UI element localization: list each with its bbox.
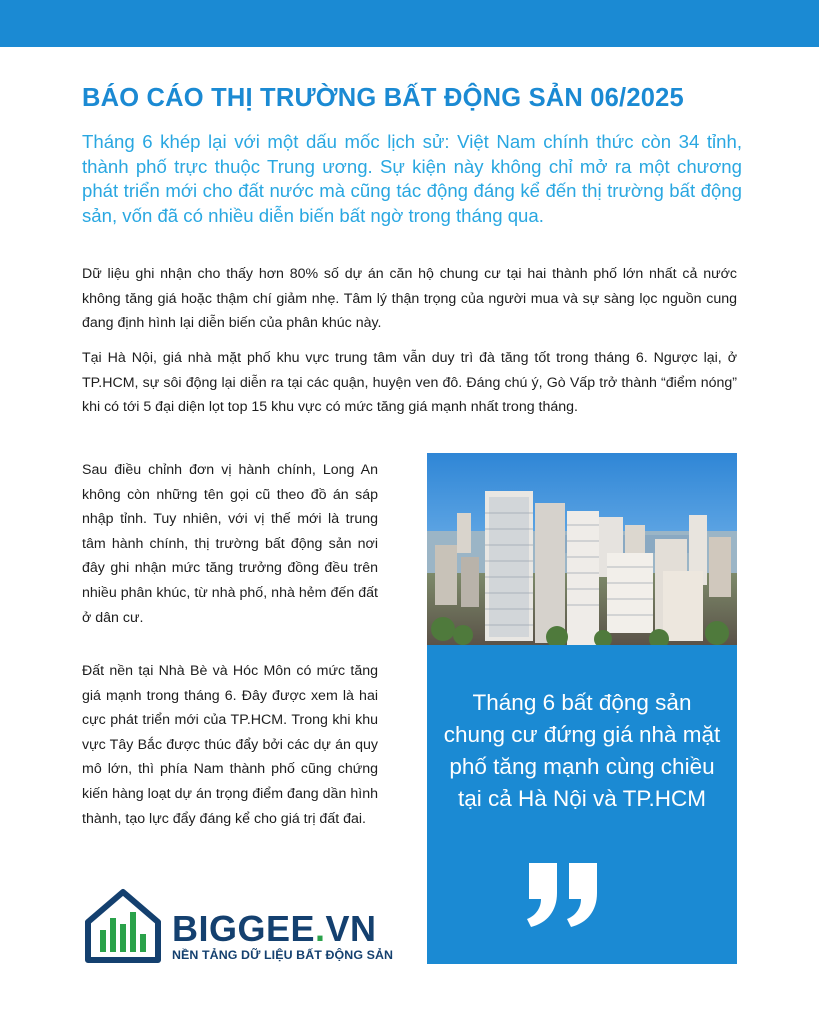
brand-main: BIGGEE <box>172 908 316 949</box>
body-paragraph-1: Dữ liệu ghi nhận cho thấy hơn 80% số dự án căn hộ chung cư tại hai thành phố lớn nhất cả nước không tăng giá hoặc thậm chí giảm nhẹ. Tâm lý thận trọng của người mua và sự sàng lọc nguồn cung đang định hình lại diễn biến của phân khúc này. <box>82 266 737 332</box>
brand-dot: . <box>315 908 326 949</box>
lead-paragraph: Tháng 6 khép lại với một dấu mốc lịch sử: Việt Nam chính thức còn 34 tỉnh, thành phố trực thuộc Trung ương. Sự kiện này không chỉ mở ra một chương phát triển mới cho đất nước mà cũng tác động đáng kể đến thị trường bất động sản, vốn đã có nhiều diễn biến bất ngờ trong tháng qua. <box>82 131 742 226</box>
body-paragraph-2: Tại Hà Nội, giá nhà mặt phố khu vực trung tâm vẫn duy trì đà tăng tốt trong tháng 6. Ngược lại, ở TP.HCM, sự sôi động lại diễn ra tại các quận, huyện ven đô. Đáng chú ý, Gò Vấp trở thành “điểm nóng” khi có tới 5 đại diện lọt top 15 khu vực có mức tăng giá mạnh nhất trong tháng. <box>82 350 737 416</box>
house-chart-icon <box>82 886 164 968</box>
body-paragraph-4: Đất nền tại Nhà Bè và Hóc Môn có mức tăng giá mạnh trong tháng 6. Đây được xem là hai cực phát triển mới của TP.HCM. Trong khi khu vực Tây Bắc được thúc đẩy bởi các dự án quy mô lớn, thì phía Nam thành phố cũng chứng kiến hàng loạt dự án trọng điểm đang dần hình thành, tạo lực đẩy đáng kể cho giá trị đất đai. <box>82 663 378 827</box>
body-paragraph-3: Sau điều chỉnh đơn vị hành chính, Long An không còn những tên gọi cũ theo đồ án sáp nhập tỉnh. Tuy nhiên, với vị thế mới là trung tâm hành chính, thị trường bất động sản nơi đây ghi nhận mức tăng trưởng đồng đều trên nhiều phân khúc, từ nhà phố, nhà hẻm đến đất ở dân cư. <box>82 462 378 626</box>
city-skyline-photo <box>427 453 737 645</box>
closing-quote-icon <box>527 863 601 927</box>
pull-quote-box <box>427 645 737 964</box>
brand-tagline: NỀN TẢNG DỮ LIỆU BẤT ĐỘNG SẢN <box>172 948 394 962</box>
brand-name <box>172 908 377 950</box>
page-title: BÁO CÁO THỊ TRƯỜNG BẤT ĐỘNG SẢN 06/2025 <box>82 84 684 112</box>
top-banner-bar <box>0 0 819 47</box>
pull-quote-text: Tháng 6 bất động sản chung cư đứng giá nhà mặt phố tăng mạnh cùng chiều tại cả Hà Nội và TP.HCM <box>443 690 721 811</box>
biggee-logo <box>82 886 394 968</box>
brand-tld: VN <box>325 908 377 949</box>
